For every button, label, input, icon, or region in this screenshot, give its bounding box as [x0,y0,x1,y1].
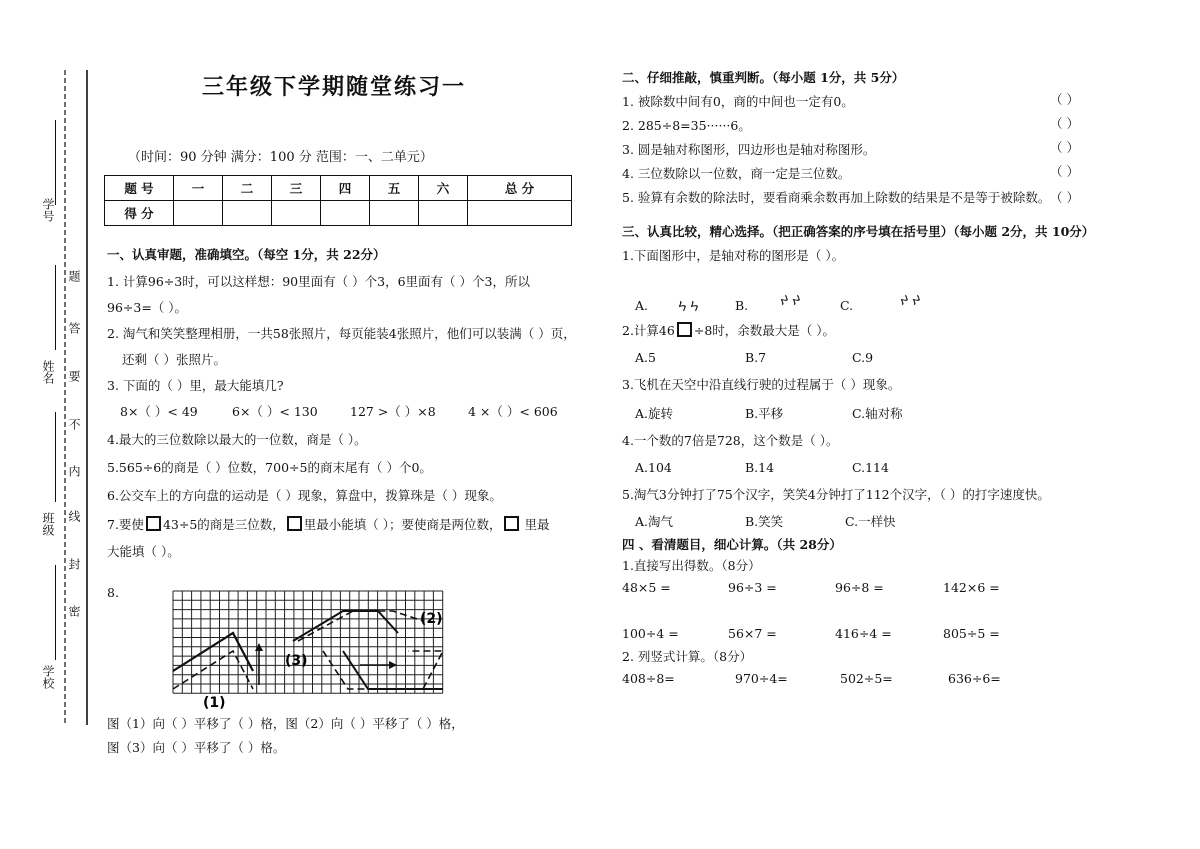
option: B.笑笑 [745,514,784,529]
seal-char: 密 [67,605,81,617]
score-cell: 二 [223,176,272,201]
section2-heading: 二、仔细推敲，慎重判断。（每小题 1分，共 5分） [622,70,905,85]
option: B. [735,298,749,313]
option: A.淘气 [635,514,674,529]
choice-question-2-text: 2.计算46 [622,323,675,338]
option: B.14 [745,460,775,475]
binding-lines [55,70,95,730]
fill-line-class[interactable] [55,412,58,502]
option: A.旋转 [635,406,674,421]
fill-line-student-id[interactable] [55,120,58,205]
option: C.9 [852,350,874,365]
seal-char: 封 [67,558,81,570]
question-7-text: 里最小能填（ ）；要使商是两位数， [303,517,502,532]
answer-paren[interactable]: （ ） [1050,190,1079,205]
shape-3-dashed [323,651,443,689]
question-2-line1: 2. 淘气和笑笑整理相册，一共58张照片，每页能装4张照片，他们可以装满（ ）页， [107,326,576,341]
calc-item: 142×6 = [943,580,1000,595]
label-name: 姓名 [41,360,55,384]
blank-box-icon [677,322,692,337]
symbol-figure-a-icon: ㄣㄣ [676,299,701,314]
option: A.104 [635,460,672,475]
answer-paren[interactable]: （ ） [1050,116,1079,131]
question-7-line2: 大能填（ ）。 [107,544,180,559]
judge-item: 4. 三位数除以一位数，商一定是三位数。 [622,166,851,181]
option: C. [840,298,854,313]
choice-question-2 [622,322,835,339]
question-3: 3. 下面的（ ）里，最大能填几? [107,378,284,393]
blank-box-icon [287,516,302,531]
vertical-calc-item: 970÷4= [735,671,788,686]
shape-1-dashed [173,651,253,689]
score-table-header-row [105,176,572,201]
seal-char: 要 [67,370,81,382]
question-4: 4.最大的三位数除以最大的一位数，商是（ ）。 [107,432,367,447]
score-cell: 一 [174,176,223,201]
question-1-line2: 96÷3=（ ）。 [107,300,188,315]
option: B.平移 [745,406,784,421]
section4-heading: 四 、看清题目，细心计算。（共 28分） [622,537,842,552]
vertical-calc-item: 636÷6= [948,671,1001,686]
answer-paren[interactable]: （ ） [1050,164,1079,179]
score-input-cell[interactable] [419,201,468,226]
question-7-text: 里最 [520,517,550,532]
label-class: 班级 [41,512,55,536]
score-cell: 六 [419,176,468,201]
score-input-cell[interactable] [321,201,370,226]
calc-item: 96÷8 = [835,580,884,595]
part-1-label: 1.直接写出得数。（8分） [622,558,761,573]
choice-question-3: 3.飞机在天空中沿直线行驶的过程属于（ ）现象。 [622,377,901,392]
answer-paren[interactable]: （ ） [1050,140,1079,155]
grid-label-1: (1) [203,695,226,710]
choice-question-5: 5.淘气3分钟打了75个汉字，笑笑4分钟打了112个汉字，（ ）的打字速度快。 [622,487,1050,502]
question-3-item: 127 >（ ）×8 [350,404,436,419]
label-school: 学校 [41,665,55,689]
question-8-line2: 图（3）向（ ）平移了（ ）格。 [107,740,286,755]
judge-item: 3. 圆是轴对称图形，四边形也是轴对称图形。 [622,142,876,157]
section1-heading: 一、认真审题，准确填空。（每空 1分，共 22分） [107,247,386,262]
shape-2-original [293,611,398,641]
score-input-cell[interactable] [223,201,272,226]
answer-paren[interactable]: （ ） [1050,92,1079,107]
seal-char: 线 [67,510,81,522]
score-cell: 题 号 [105,176,174,201]
choice-question-2-text: ÷8时，余数最大是（ ）。 [693,323,835,338]
question-8-line1: 图（1）向（ ）平移了（ ）格，图（2）向（ ）平移了（ ）格， [107,716,464,731]
seal-char: 题 [67,270,81,282]
option: A.5 [635,350,656,365]
score-input-cell[interactable] [468,201,572,226]
score-cell: 三 [272,176,321,201]
option: B.7 [745,350,767,365]
choice-question-1: 1.下面图形中，是轴对称的图形是（ ）。 [622,248,845,263]
judge-item: 5. 验算有余数的除法时，要看商乘余数再加上除数的结果是不是等于被除数。 [622,190,1051,205]
blank-box-icon [504,516,519,531]
score-input-cell[interactable] [272,201,321,226]
question-7-text: 7.要使 [107,517,144,532]
seal-char: 不 [67,418,81,430]
shape-3-original [343,651,443,689]
seal-char: 内 [67,465,81,477]
score-input-cell[interactable] [370,201,419,226]
calc-item: 416÷4 = [835,626,892,641]
part-2-label: 2. 列竖式计算。（8分） [622,649,753,664]
fill-line-school[interactable] [55,565,58,660]
option: A. [635,298,649,313]
page-title: 三年级下学期随堂练习一 [202,74,467,100]
question-2-line2: 还剩（ ）张照片。 [122,352,226,367]
question-8-label: 8. [107,585,119,600]
score-cell: 四 [321,176,370,201]
calc-item: 56×7 = [728,626,777,641]
question-3-item: 8×（ ）< 49 [120,404,198,419]
grid-label-3: (3) [285,653,308,669]
exam-info: （时间：90 分钟 满分：100 分 范围：一、二单元） [128,150,433,165]
score-cell: 五 [370,176,419,201]
vertical-calc-item: 408÷8= [622,671,675,686]
score-cell: 总 分 [468,176,572,201]
label-student-id: 学号 [41,198,55,222]
question-3-item: 6×（ ）< 130 [232,404,318,419]
score-table [104,175,572,226]
option: C.轴对称 [852,406,903,421]
question-1-line1: 1. 计算96÷3时，可以这样想：90里面有（ ）个3，6里面有（ ）个3，所以 [107,274,530,289]
question-6: 6.公交车上的方向盘的运动是（ ）现象，算盘中，拨算珠是（ ）现象。 [107,488,502,503]
grid-label-2: (2) [420,611,443,627]
section3-heading: 三、认真比较，精心选择。（把正确答案的序号填在括号里）（每小题 2分，共 10分） [622,224,1095,239]
question-7-text: 43÷5的商是三位数， [162,517,285,532]
fill-line-name[interactable] [55,265,58,350]
grid-lines [173,591,443,693]
score-input-cell[interactable] [174,201,223,226]
question-7-line1 [107,516,550,533]
score-table-score-row [105,201,572,226]
blank-box-icon [146,516,161,531]
calc-item: 48×5 = [622,580,671,595]
symbol-figure-b-icon: ㄣㄣ [778,292,803,307]
judge-item: 2. 285÷8=35······6。 [622,118,751,133]
seal-char: 答 [67,322,81,334]
calc-item: 100÷4 = [622,626,679,641]
option: C.一样快 [845,514,896,529]
vertical-calc-item: 502÷5= [840,671,893,686]
symbol-figure-c-icon: ㄣㄣ [898,292,923,307]
calc-item: 805÷5 = [943,626,1000,641]
calc-item: 96÷3 = [728,580,777,595]
option: C.114 [852,460,889,475]
question-3-item: 4 ×（ ）< 606 [468,404,558,419]
question-5: 5.565÷6的商是（ ）位数，700÷5的商末尾有（ ）个0。 [107,460,432,475]
score-cell: 得 分 [105,201,174,226]
judge-item: 1. 被除数中间有0，商的中间也一定有0。 [622,94,854,109]
translation-grid-figure [165,585,460,710]
choice-question-4: 4.一个数的7倍是728，这个数是（ ）。 [622,433,839,448]
